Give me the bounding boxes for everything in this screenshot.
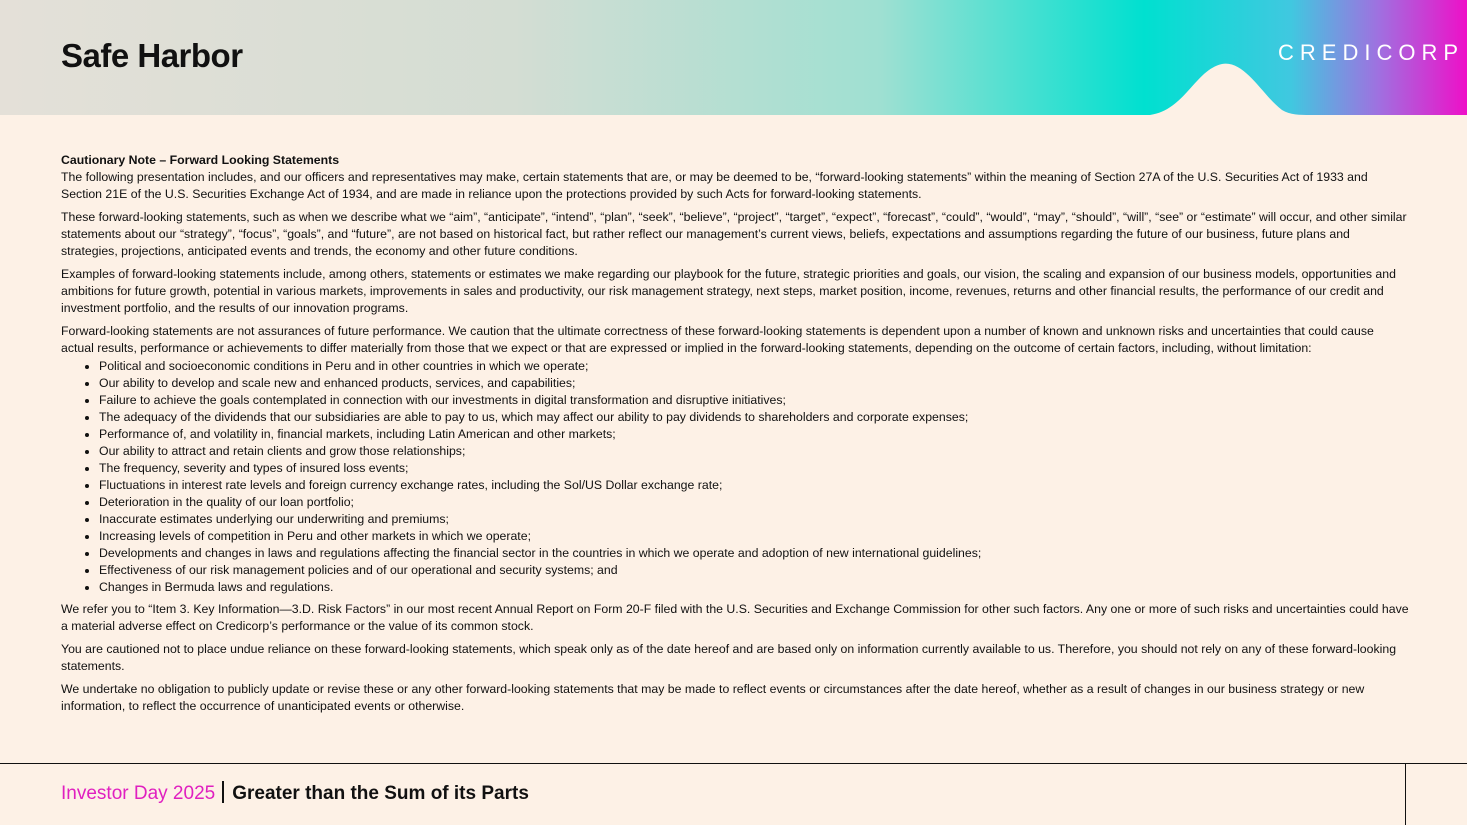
risk-factors-list — [61, 358, 1409, 596]
footer-divider — [0, 763, 1467, 764]
footer-separator — [222, 781, 224, 803]
paragraph-risks-intro: Forward-looking statements are not assurances of future performance. We caution that the ultimate correctness of these forward-looking statements is dependent upon a number of known and unknown risks and uncertainties that could cause actual results, performance or achievements to differ materially from those that we expect or that are expressed or implied in the forward-looking statements, depending on the outcome of certain factors, including, without limitation: — [61, 324, 1374, 355]
list-item: • Our ability to develop and scale new and enhanced products, services, and capabilities; — [99, 375, 1409, 392]
list-item: • Developments and changes in laws and regulations affecting the financial sector in the countries in which we operate and adoption of new international guidelines; — [99, 545, 1409, 562]
paragraph-intro: The following presentation includes, and our officers and representatives may make, certain statements that are, or may be deemed to be, “forward-looking statements” within the meaning of Section 27A of the U.S. Securities Act of 1933 and Section 21E of the U.S. Securities Exchange Act of 1934, and are made in reliance upon the protections provided by such Acts for forward-looking statements. — [61, 170, 1368, 201]
list-item: • Performance of, and volatility in, financial markets, including Latin American and other markets; — [99, 426, 1409, 443]
list-item: • Failure to achieve the goals contemplated in connection with our investments in digital transformation and disruptive initiatives; — [99, 392, 1409, 409]
list-item: • Effectiveness of our risk management policies and of our operational and security systems; and — [99, 562, 1409, 579]
page-title: Safe Harbor — [61, 37, 243, 74]
footer-vertical-divider — [1405, 764, 1406, 825]
list-item: • The adequacy of the dividends that our subsidiaries are able to pay to us, which may affect our ability to pay dividends to shareholders and corporate expenses; — [99, 409, 1409, 426]
paragraph-forward-looking-terms: These forward-looking statements, such as when we describe what we “aim”, “anticipate”, “intend”, “plan”, “seek”, “believe”, “project”, “target”, “expect”, “forecast”, “could”, “would”, “may”, “should”, “will”, “see” or “estimate” will occur, and other similar statements about our “strategy”, “focus”, “goals”, and “future”, are not based on historical fact, but rather reflect our management’s current views, beliefs, expectations and assumptions regarding the future of our business, future plans and strategies, projections, anticipated events and trends, the economy and other future conditions. — [61, 210, 1407, 258]
header-banner — [0, 0, 1467, 115]
paragraph-no-obligation: We undertake no obligation to publicly update or revise these or any other forward-looking statements that may be made to reflect events or circumstances after the date hereof, whether as a result of changes in our business strategy or new information, to reflect the occurrence of unanticipated events or otherwise. — [61, 682, 1365, 713]
list-item: • Political and socioeconomic conditions in Peru and in other countries in which we operate; — [99, 358, 1409, 375]
credicorp-logo: CREDICORP — [1278, 40, 1465, 65]
footer-event-name: Investor Day 2025 — [61, 783, 216, 804]
list-item: • Changes in Bermuda laws and regulations. — [99, 579, 1409, 596]
paragraph-examples: Examples of forward-looking statements include, among others, statements or estimates we make regarding our playbook for the future, strategic priorities and goals, our vision, the scaling and expansion of our business models, opportunities and ambitions for future growth, potential in various markets, improvements in sales and productivity, our risk management strategy, next steps, market position, income, revenues, returns and other financial results, the performance of our credit and investment portfolio, and the results of our innovation programs. — [61, 267, 1396, 315]
footer — [61, 781, 529, 805]
paragraph-undue-reliance: You are cautioned not to place undue reliance on these forward-looking statements, which speak only as of the date hereof and are based only on information currently available to us. Therefore, you should not rely on any of these forward-looking statements. — [61, 642, 1397, 673]
safe-harbor-content — [61, 152, 1409, 721]
footer-tagline: Greater than the Sum of its Parts — [232, 783, 529, 804]
list-item: • Inaccurate estimates underlying our underwriting and premiums; — [99, 511, 1409, 528]
list-item: • The frequency, severity and types of insured loss events; — [99, 460, 1409, 477]
list-item: • Deterioration in the quality of our loan portfolio; — [99, 494, 1409, 511]
list-item: • Increasing levels of competition in Peru and other markets in which we operate; — [99, 528, 1409, 545]
list-item: • Our ability to attract and retain clients and grow those relationships; — [99, 443, 1409, 460]
list-item: • Fluctuations in interest rate levels and foreign currency exchange rates, including the Sol/US Dollar exchange rate; — [99, 477, 1409, 494]
section-heading: Cautionary Note – Forward Looking Statements — [61, 153, 340, 167]
paragraph-risk-factors-reference: We refer you to “Item 3. Key Information—3.D. Risk Factors” in our most recent Annual Report on Form 20-F filed with the U.S. Securities and Exchange Commission for other such factors. Any one or more of such risks and uncertainties could have a material adverse effect on Credicorp’s performance or the value of its common stock. — [61, 602, 1409, 633]
